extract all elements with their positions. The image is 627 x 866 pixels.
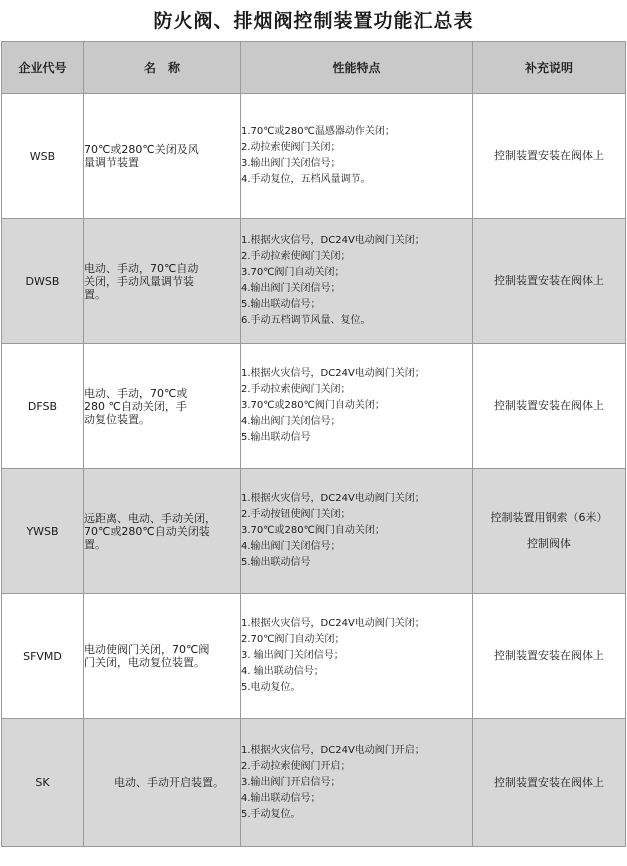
feature-line: 1.根据火灾信号，DC24V电动阀门关闭； bbox=[241, 493, 425, 504]
row-code: DWSB bbox=[2, 219, 84, 344]
feature-line: 1.根据火灾信号，DC24V电动阀门开启； bbox=[241, 744, 425, 756]
feature-line: 3.70℃阀门自动关闭； bbox=[241, 267, 345, 278]
note-line: 控制装置安装在阀体上 bbox=[494, 274, 604, 287]
row-features bbox=[241, 594, 473, 719]
feature-line: 2.手动按钮使阀门关闭； bbox=[241, 509, 351, 520]
name-line: 280 ℃自动关闭，手 bbox=[84, 399, 187, 413]
name-line: 电动、手动，70℃自动 bbox=[84, 261, 199, 275]
name-line: 电动、手动开启装置。 bbox=[114, 776, 224, 789]
note-line: 控制阀体 bbox=[527, 537, 571, 550]
function-summary-table bbox=[1, 41, 626, 847]
row-features bbox=[241, 219, 473, 344]
feature-line: 2.手动拉索使阀门开启； bbox=[241, 760, 351, 772]
note-line: 控制装置安装在阀体上 bbox=[494, 649, 604, 662]
note-line: 控制装置用钢索（6米） bbox=[490, 511, 608, 524]
feature-line: 2.手动拉索使阀门关闭； bbox=[241, 384, 351, 395]
header-name: 名 称 bbox=[84, 42, 241, 94]
row-code: SFVMD bbox=[2, 594, 84, 719]
row-notes bbox=[473, 219, 626, 344]
feature-line: 1.根据火灾信号，DC24V电动阀门关闭； bbox=[241, 368, 425, 379]
feature-line: 6.手动五档调节风量、复位。 bbox=[241, 315, 371, 326]
note-line: 控制装置安装在阀体上 bbox=[494, 399, 604, 412]
name-line: 置。 bbox=[84, 287, 106, 301]
row-code: WSB bbox=[2, 94, 84, 219]
name-line: 量调节装置 bbox=[84, 156, 139, 169]
row-name bbox=[84, 594, 241, 719]
table-row bbox=[2, 219, 626, 344]
row-features bbox=[241, 344, 473, 469]
feature-line: 1.根据火灾信号，DC24V电动阀门关闭； bbox=[241, 235, 425, 246]
table-row bbox=[2, 594, 626, 719]
feature-line: 4.输出阀门关闭信号； bbox=[241, 416, 341, 427]
page-title: 防火阀、排烟阀控制装置功能汇总表 bbox=[153, 10, 474, 32]
feature-line: 2.手动拉索使阀门关闭； bbox=[241, 251, 351, 262]
feature-line: 1.根据火灾信号，DC24V电动阀门关闭； bbox=[241, 618, 425, 629]
feature-line: 3. 输出阀门关闭信号； bbox=[241, 650, 344, 661]
name-line: 70℃或280℃关闭及风 bbox=[84, 143, 199, 156]
row-features bbox=[241, 719, 473, 847]
name-line: 电动使阀门关闭，70℃阀 bbox=[84, 643, 210, 656]
feature-line: 5.输出联动信号 bbox=[241, 432, 311, 443]
header-code: 企业代号 bbox=[2, 42, 84, 94]
feature-line: 4.输出阀门关闭信号； bbox=[241, 283, 341, 294]
feature-line: 5.电动复位。 bbox=[241, 682, 301, 693]
row-features bbox=[241, 94, 473, 219]
table-row bbox=[2, 469, 626, 594]
feature-line: 3.70℃或280℃阀门自动关闭； bbox=[241, 525, 385, 536]
header-notes: 补充说明 bbox=[473, 42, 626, 94]
feature-line: 1.70℃或280℃温感器动作关闭； bbox=[241, 126, 395, 137]
table-row bbox=[2, 94, 626, 219]
row-name bbox=[84, 94, 241, 219]
feature-line: 2.70℃阀门自动关闭； bbox=[241, 634, 345, 645]
row-features bbox=[241, 469, 473, 594]
feature-line: 4.输出联动信号； bbox=[241, 792, 321, 804]
name-line: 70℃或280℃自动关闭装 bbox=[84, 524, 210, 538]
feature-line: 4.手动复位，五档风量调节。 bbox=[241, 174, 371, 185]
row-code: DFSB bbox=[2, 344, 84, 469]
row-code: SK bbox=[2, 719, 84, 847]
row-notes bbox=[473, 594, 626, 719]
name-line: 门关闭，电动复位装置。 bbox=[84, 656, 205, 669]
header-row bbox=[2, 42, 626, 94]
feature-line: 2.动拉索使阀门关闭； bbox=[241, 142, 341, 153]
name-line: 关闭，手动风量调节装 bbox=[84, 274, 194, 288]
row-notes bbox=[473, 344, 626, 469]
feature-line: 3.输出阀门开启信号； bbox=[241, 776, 341, 788]
table-row bbox=[2, 719, 626, 847]
feature-line: 5.输出联动信号； bbox=[241, 299, 321, 310]
row-notes bbox=[473, 719, 626, 847]
name-line: 动复位装置。 bbox=[84, 412, 150, 426]
row-notes bbox=[473, 94, 626, 219]
row-name bbox=[84, 219, 241, 344]
row-name bbox=[84, 344, 241, 469]
row-name bbox=[84, 719, 241, 847]
row-code: YWSB bbox=[2, 469, 84, 594]
note-line: 控制装置安装在阀体上 bbox=[494, 149, 604, 162]
row-notes bbox=[473, 469, 626, 594]
name-line: 置。 bbox=[84, 537, 106, 551]
feature-line: 5.手动复位。 bbox=[241, 808, 301, 820]
row-name bbox=[84, 469, 241, 594]
header-features: 性能特点 bbox=[241, 42, 473, 94]
note-line: 控制装置安装在阀体上 bbox=[494, 775, 604, 789]
feature-line: 5.输出联动信号 bbox=[241, 557, 311, 568]
name-line: 远距离、电动、手动关闭， bbox=[84, 511, 216, 525]
name-line: 电动、手动，70℃或 bbox=[84, 386, 188, 400]
feature-line: 3.70℃或280℃阀门自动关闭； bbox=[241, 400, 385, 411]
feature-line: 4.输出阀门关闭信号； bbox=[241, 541, 341, 552]
table-row bbox=[2, 344, 626, 469]
feature-line: 4. 输出联动信号； bbox=[241, 666, 324, 677]
feature-line: 3.输出阀门关闭信号； bbox=[241, 158, 341, 169]
